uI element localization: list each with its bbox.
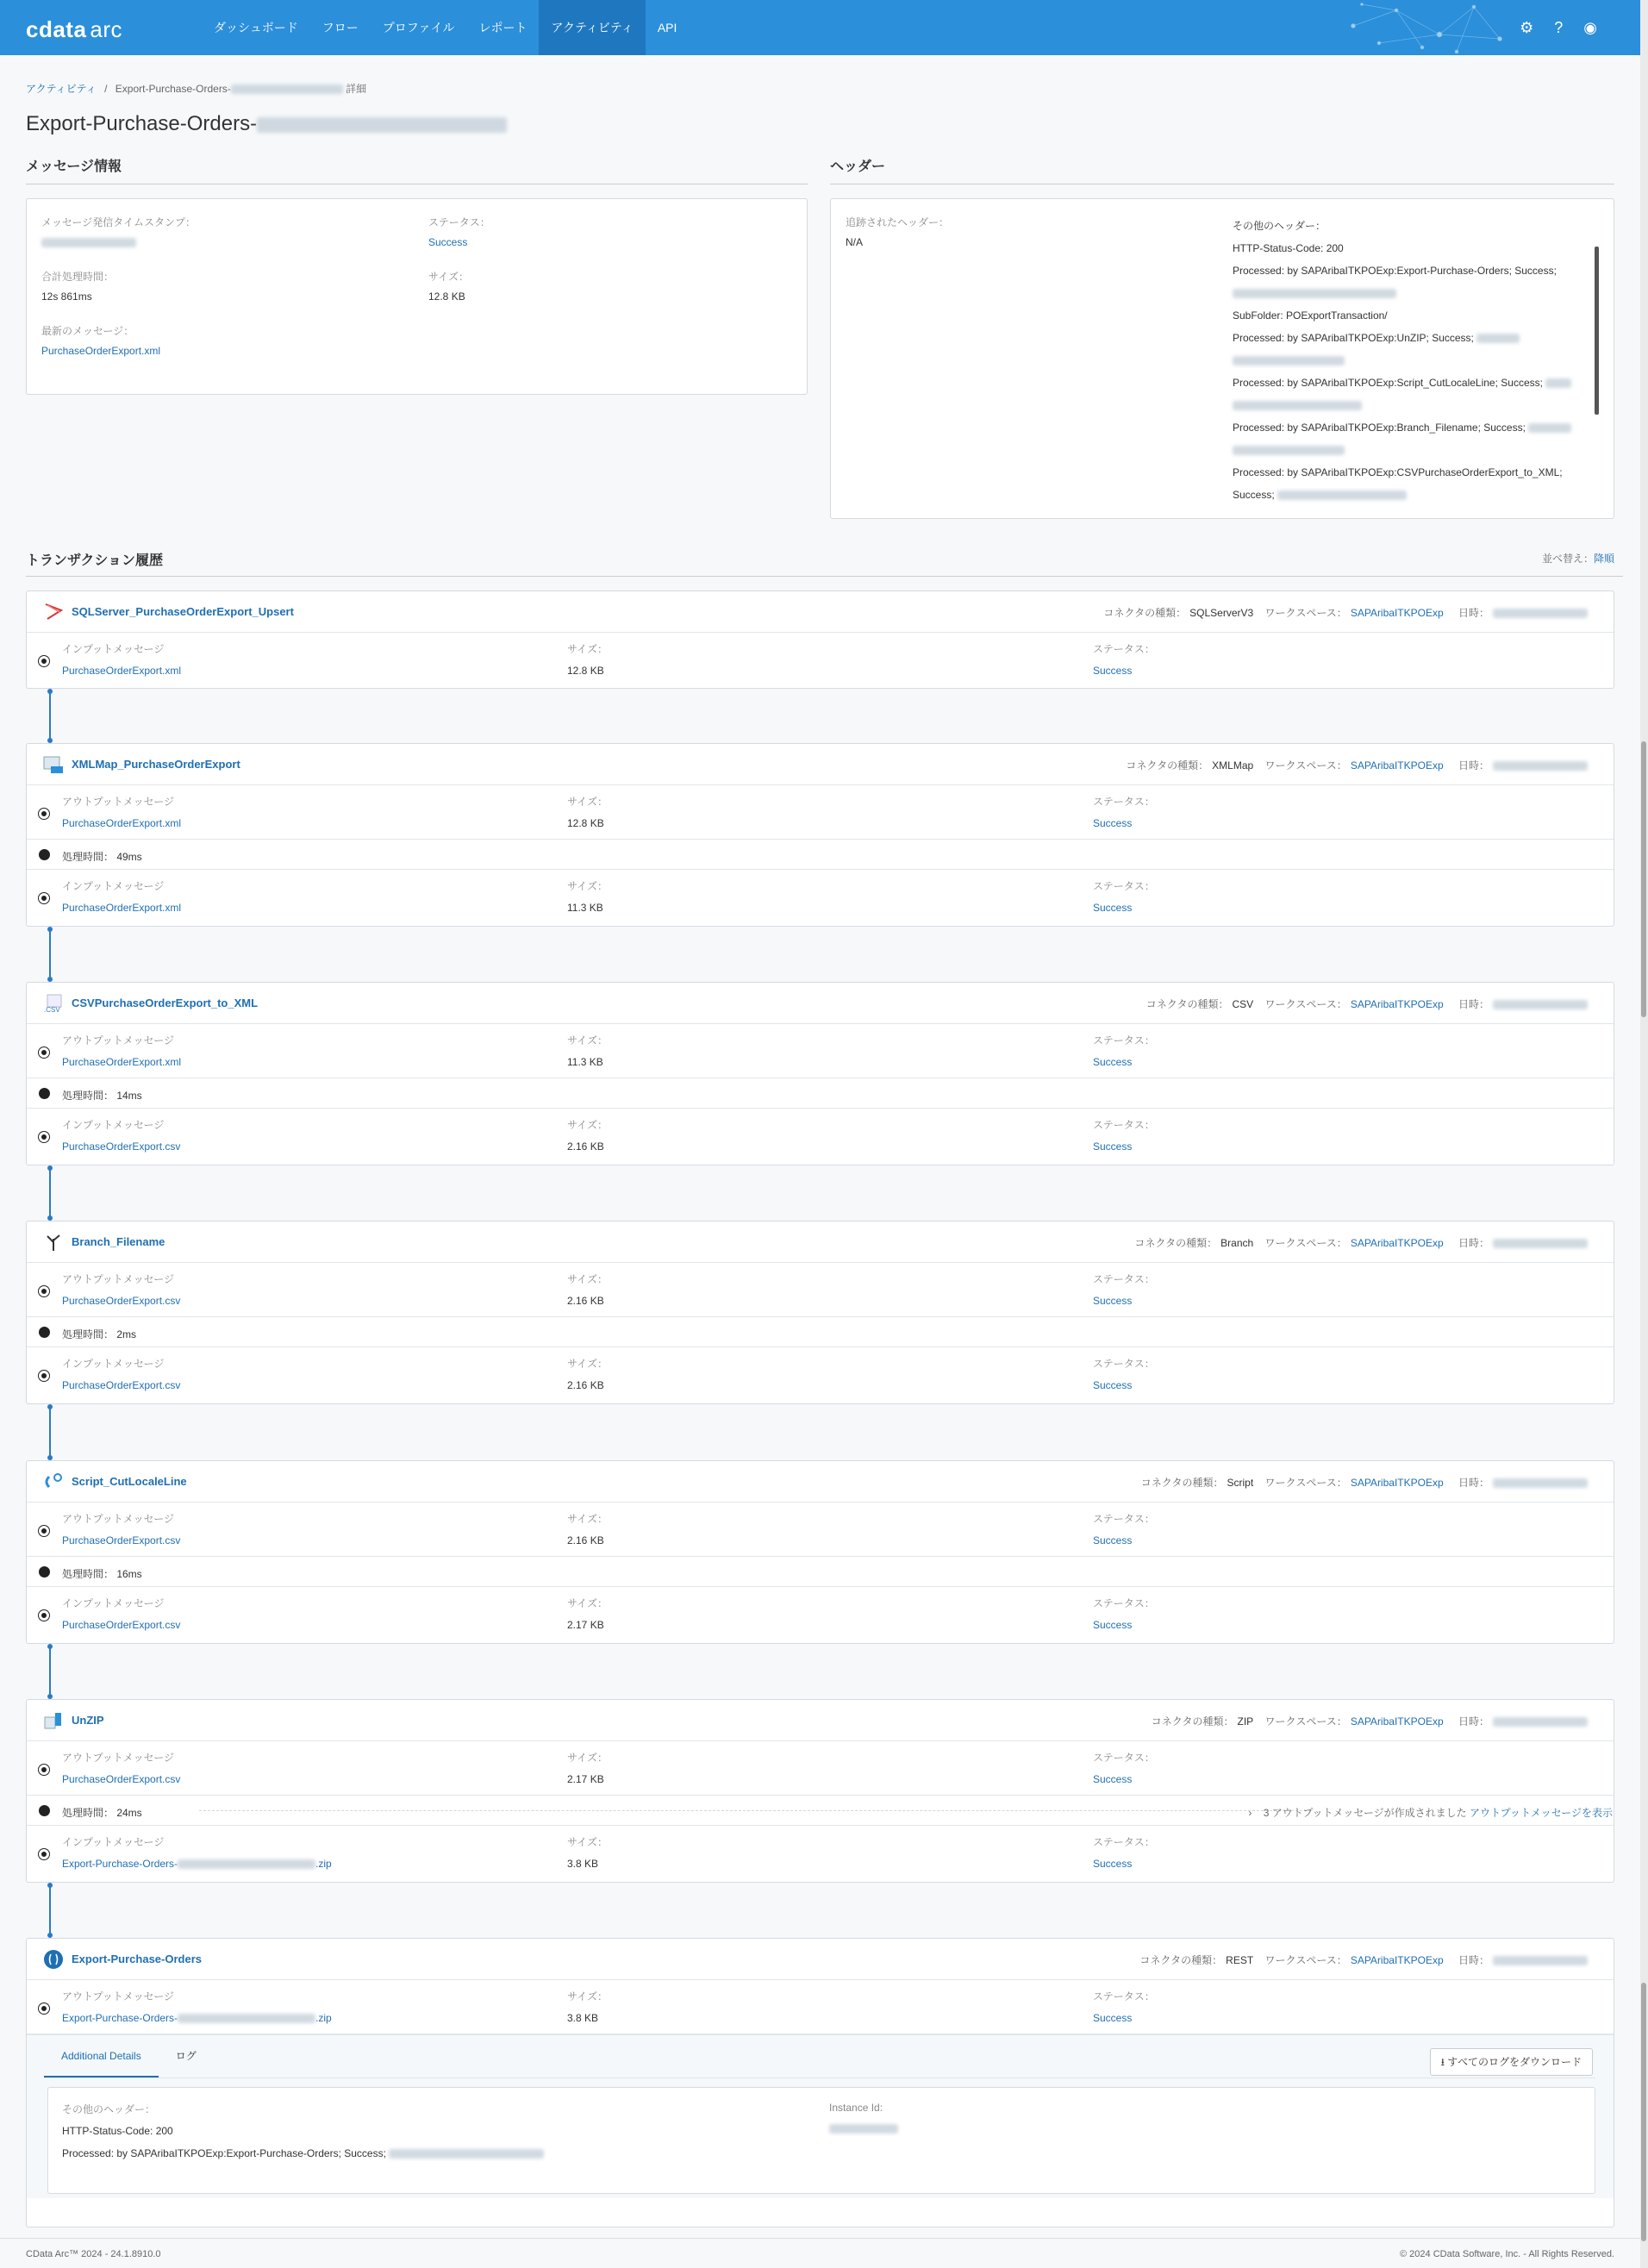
connector-type: CSV [1232,998,1254,1010]
output-message-row[interactable] [27,1980,1614,2034]
message-kind-label: インプットメッセージ [62,880,165,892]
message-size: 2.16 KB [567,1295,604,1307]
output-message-dot-icon [39,1526,49,1536]
nav-reports[interactable]: レポート [478,21,527,34]
message-kind-label: アウトプットメッセージ [62,1513,174,1525]
connector-name-link[interactable]: XMLMap_PurchaseOrderExport [72,758,240,771]
message-status: Success [1093,1773,1133,1785]
connector-name-link[interactable]: Script_CutLocaleLine [72,1475,187,1488]
input-message-row[interactable] [27,1347,1614,1402]
other-headers-list [1233,215,1582,506]
message-size: 3.8 KB [567,1858,599,1870]
footer-version: CData Arc™ 2024 - 24.1.8910.0 [26,2249,161,2259]
output-message-dot-icon [39,1286,49,1296]
status-label: ステータス： [1093,643,1155,655]
message-file-link[interactable]: PurchaseOrderExport.csv [62,1619,181,1631]
status-label: ステータス： [1093,1273,1155,1285]
connector-card [26,1221,1614,1404]
date-label: 日時： [1458,1477,1489,1489]
processing-time: 処理時間： 2ms [62,1328,137,1340]
message-file-link[interactable]: PurchaseOrderExport.csv [62,1379,181,1391]
logo-arc-text: arc [90,16,123,42]
connector-header [27,1461,1614,1503]
status-label: ステータス： [1093,1358,1155,1370]
connector-type: Branch [1220,1237,1254,1249]
status-label: ステータス： [1093,1836,1155,1848]
breadcrumb-activity-link[interactable]: アクティビティ [26,83,97,95]
flow-connector-line [49,929,51,979]
size-label: サイズ： [567,1513,609,1525]
date-label: 日時： [1458,1954,1489,1966]
footer [0,2238,1640,2268]
workspace-link[interactable]: SAPAribaITKPOExp [1350,1715,1444,1728]
status-label: ステータス： [428,216,490,228]
message-status: Success [1093,817,1133,829]
processing-time: 処理時間： 14ms [62,1090,142,1102]
connector-type: XMLMap [1212,759,1254,772]
flow-connector-line [49,1646,51,1696]
message-status: Success [1093,1379,1133,1391]
connector-header [27,1221,1614,1263]
size-label: サイズ： [567,1273,609,1285]
detail-header-line: Processed: by SAPAribaITKPOExp:Export-Purchase-Orders; Success; [62,2147,544,2159]
page-scrollbar[interactable] [1640,0,1648,2268]
workspace-link[interactable]: SAPAribaITKPOExp [1350,1477,1444,1489]
message-status: Success [1093,1619,1133,1631]
input-message-row[interactable] [27,870,1614,924]
message-file-link[interactable]: PurchaseOrderExport.xml [62,902,182,914]
breadcrumb-current: 詳細 [346,83,367,95]
connector-type: Script [1227,1477,1254,1489]
status-label: ステータス： [1093,880,1155,892]
date-label: 日時： [1458,998,1489,1010]
page-title: Export-Purchase-Orders- [26,112,507,136]
size-label: サイズ： [567,1119,609,1131]
workspace-link[interactable]: SAPAribaITKPOExp [1350,1954,1444,1966]
message-size: 11.3 KB [567,902,603,914]
connector-card [26,1938,1614,2227]
connector-card [26,982,1614,1165]
nav-profile[interactable]: プロファイル [382,21,455,34]
connector-meta [1141,1475,1588,1490]
workspace-link[interactable]: SAPAribaITKPOExp [1350,607,1444,619]
size-value: 12.8 KB [428,291,465,303]
download-icon: ⭳ [1440,2056,1445,2068]
workspace-label: ワークスペース： [1264,998,1347,1010]
connector-type: REST [1226,1954,1254,1966]
connector-meta [1152,1714,1588,1728]
message-file-link[interactable]: PurchaseOrderExport.xml [62,1056,182,1068]
message-size: 12.8 KB [567,817,604,829]
message-info-card [26,198,808,395]
tab-additional-details[interactable]: Additional Details [44,2035,159,2077]
message-size: 2.16 KB [567,1140,604,1153]
output-message-dot-icon [39,2003,49,2014]
nav-activity[interactable]: アクティビティ [539,0,645,55]
workspace-label: ワークスペース： [1264,759,1347,772]
connector-header [27,591,1614,633]
csv-icon [42,993,65,1014]
nav-dashboard[interactable]: ダッシュボード [214,21,298,34]
connector-name-link[interactable]: Branch_Filename [72,1235,165,1248]
input-message-row[interactable] [27,1587,1614,1641]
input-message-dot-icon [39,1132,49,1142]
message-info-title: メッセージ情報 [26,155,808,184]
message-status: Success [1093,1295,1133,1307]
size-label: サイズ： [567,1034,609,1047]
details-tabs [44,2035,1595,2078]
connector-meta [1103,605,1588,620]
processing-time: 処理時間： 16ms [62,1568,142,1580]
message-size: 3.8 KB [567,2012,599,2024]
sort-label: 並べ替え： [1541,553,1594,565]
tab-log[interactable]: ログ [175,2050,197,2062]
workspace-label: ワークスペース： [1264,1477,1347,1489]
message-file-link[interactable]: PurchaseOrderExport.csv [62,1534,181,1546]
size-label: サイズ： [567,796,609,808]
flow-connector-line [49,691,51,740]
clock-icon [39,849,50,860]
connector-meta [1146,997,1588,1011]
connector-card [26,590,1614,689]
input-message-row[interactable] [27,1826,1614,1880]
tracked-headers-value: N/A [846,236,864,248]
message-file-link[interactable]: PurchaseOrderExport.csv [62,1773,181,1785]
message-kind-label: インプットメッセージ [62,1597,165,1609]
headers-scrollbar[interactable] [1595,247,1599,415]
status-label: ステータス： [1093,1034,1155,1047]
top-navbar [0,0,1640,55]
connector-type: SQLServerV3 [1189,607,1254,619]
nav-flows[interactable]: フロー [321,21,359,34]
user-icon[interactable]: ◉ [1583,18,1597,36]
flow-connector-line [49,1407,51,1458]
header-line: Processed: by SAPAribaITKPOExp:Branch_Filename; Success; [1233,422,1526,434]
input-message-row[interactable] [27,1109,1614,1163]
workspace-link[interactable]: SAPAribaITKPOExp [1350,759,1444,772]
headers-title: ヘッダー [830,155,1614,184]
timestamp-label: メッセージ発信タイムスタンプ： [41,216,197,228]
connector-meta [1139,1952,1588,1967]
breadcrumb-separator: / [104,83,108,95]
header-line: Processed: by SAPAribaITKPOExp:Export-Purchase-Orders; Success; [1233,265,1557,277]
details-panel [27,2034,1614,2198]
message-file-link[interactable]: PurchaseOrderExport.csv [62,1140,181,1153]
message-kind-label: インプットメッセージ [62,1358,165,1370]
input-message-dot-icon [39,1371,49,1381]
message-kind-label: アウトプットメッセージ [62,796,174,808]
message-kind-label: アウトプットメッセージ [62,1752,174,1764]
clock-icon [39,1088,50,1099]
detail-header-line: HTTP-Status-Code: 200 [62,2125,173,2137]
clock-icon [39,1566,50,1578]
connector-name-link[interactable]: Export-Purchase-Orders [72,1952,202,1965]
transaction-history-title: トランザクション履歴 [26,553,164,568]
footer-copyright: © 2024 CData Software, Inc. - All Rights Reserved. [1400,2249,1614,2259]
total-time-label: 合計処理時間： [41,271,115,283]
tracked-headers-label: 追跡されたヘッダー： [846,216,950,228]
size-label: サイズ： [567,1990,609,2002]
breadcrumb-message-name: Export-Purchase-Orders- [115,83,231,95]
connector-card [26,1699,1614,1883]
message-size: 12.8 KB [567,665,604,677]
branch-icon [42,1232,65,1253]
script-icon [42,1471,65,1492]
connector-header [27,983,1614,1024]
message-status: Success [1093,665,1133,677]
size-label: サイズ： [567,1597,609,1609]
header-line: Processed: by SAPAribaITKPOExp:Script_CutLocaleLine; Success; [1233,377,1543,389]
header-line: SubFolder: POExportTransaction/ [1233,309,1388,322]
connector-card [26,1460,1614,1644]
size-label: サイズ： [567,880,609,892]
connector-meta [1134,1235,1588,1250]
message-size: 11.3 KB [567,1056,603,1068]
message-kind-label: インプットメッセージ [62,1119,165,1131]
status-label: ステータス： [1093,796,1155,808]
input-message-row[interactable] [27,633,1614,687]
message-file-link[interactable]: PurchaseOrderExport.csv [62,1295,181,1307]
header-line: Processed: by SAPAribaITKPOExp:UnZIP; Success; [1233,332,1474,344]
input-message-dot-icon [39,656,49,666]
rest-icon [42,1949,65,1970]
message-status: Success [1093,1140,1133,1153]
connector-name-link[interactable]: SQLServer_PurchaseOrderExport_Upsert [72,605,294,618]
status-value: Success [428,236,468,248]
sort-control [1542,551,1614,565]
connector-name-link[interactable]: CSVPurchaseOrderExport_to_XML [72,997,259,1009]
network-decoration [1345,0,1508,55]
status-label: ステータス： [1093,1513,1155,1525]
clock-icon [39,1805,50,1816]
flow-connector-line [49,1885,51,1935]
workspace-label: ワークスペース： [1264,1954,1347,1966]
message-kind-label: インプットメッセージ [62,643,165,655]
latest-message-label: 最新のメッセージ： [41,325,134,337]
workspace-label: ワークスペース： [1264,607,1347,619]
connector-card [26,743,1614,927]
message-size: 2.17 KB [567,1619,604,1631]
message-kind-label: アウトプットメッセージ [62,1990,174,2002]
connector-header [27,1939,1614,1980]
processing-time: 処理時間： 24ms [62,1807,142,1819]
message-file-link[interactable]: PurchaseOrderExport.xml [62,817,182,829]
size-label: サイズ： [567,1836,609,1848]
transaction-history-header [26,549,1614,569]
connector-type-label: コネクタの種類： [1140,1477,1224,1489]
workspace-label: ワークスペース： [1264,1237,1347,1249]
date-label: 日時： [1458,1715,1489,1728]
connector-type-label: コネクタの種類： [1126,759,1209,772]
connector-type-label: コネクタの種類： [1139,1954,1223,1966]
message-kind-label: インプットメッセージ [62,1836,165,1848]
zip-icon [42,1710,65,1731]
breadcrumb [26,81,366,96]
nav-api[interactable]: API [657,21,677,34]
clock-icon [39,1327,50,1338]
message-status: Success [1093,1534,1133,1546]
additional-details-card [47,2087,1595,2194]
input-message-dot-icon [39,1610,49,1621]
connector-header [27,744,1614,785]
connector-type: ZIP [1237,1715,1254,1728]
instance-id-label: Instance Id: [829,2102,883,2114]
message-size: 2.16 KB [567,1379,604,1391]
output-message-row[interactable] [27,785,1614,840]
nav-menu [202,0,689,55]
workspace-label: ワークスペース： [1264,1715,1347,1728]
headers-card [830,198,1614,519]
processing-time-row [27,1557,1614,1587]
xmlmap-icon [42,754,65,775]
connector-meta [1126,758,1588,772]
workspace-link[interactable]: SAPAribaITKPOExp [1350,998,1444,1010]
size-label: サイズ： [428,271,470,283]
size-label: サイズ： [567,1752,609,1764]
status-label: ステータス： [1093,1119,1155,1131]
cdata-arc-logo[interactable] [26,16,122,43]
status-label: ステータス： [1093,1597,1155,1609]
message-status: Success [1093,2012,1133,2024]
message-size: 2.16 KB [567,1534,604,1546]
header-line: Processed: by SAPAribaITKPOExp:CSVPurchaseOrderExport_to_XML; [1233,466,1563,478]
size-label: サイズ： [567,1358,609,1370]
latest-message-link[interactable]: PurchaseOrderExport.xml [41,345,161,357]
output-message-row[interactable] [27,1024,1614,1078]
download-all-logs-button[interactable]: ⭳ すべてのログをダウンロード [1430,2048,1593,2076]
connector-header [27,1700,1614,1741]
connector-type-label: コネクタの種類： [1134,1237,1218,1249]
output-message-row[interactable] [27,1263,1614,1317]
message-status: Success [1093,902,1133,914]
message-status: Success [1093,1056,1133,1068]
message-file-link[interactable]: Export-Purchase-Orders- .zip [62,1858,332,1870]
sqlserver-icon [42,602,65,622]
processing-time-row [27,1078,1614,1109]
connector-type-label: コネクタの種類： [1103,607,1187,619]
svg-text:.CSV: .CSV [44,1006,60,1014]
help-icon[interactable]: ? [1554,18,1564,36]
other-headers-label: その他のヘッダー： [1233,220,1327,232]
output-message-dot-icon [39,1047,49,1058]
status-label: ステータス： [1093,1990,1155,2002]
processing-time-row [27,1796,1614,1826]
other-headers-label: その他のヘッダー： [62,2103,156,2115]
connector-name-link[interactable]: UnZIP [72,1714,104,1727]
message-file-link[interactable]: Export-Purchase-Orders- .zip [62,2012,332,2024]
total-time-value: 12s 861ms [41,291,92,303]
header-line: Success; [1233,489,1275,501]
input-message-dot-icon [39,893,49,903]
connector-type-label: コネクタの種類： [1151,1715,1234,1728]
date-label: 日時： [1458,759,1489,772]
status-label: ステータス： [1093,1752,1155,1764]
processing-time-row [27,840,1614,870]
output-message-dot-icon [39,1765,49,1775]
date-label: 日時： [1458,1237,1489,1249]
processing-time: 処理時間： 49ms [62,851,142,863]
message-status: Success [1093,1858,1133,1870]
processing-time-row [27,1317,1614,1347]
date-label: 日時： [1458,607,1489,619]
workspace-link[interactable]: SAPAribaITKPOExp [1350,1237,1444,1249]
input-message-dot-icon [39,1849,49,1859]
output-message-row[interactable] [27,1741,1614,1796]
connector-type-label: コネクタの種類： [1145,998,1229,1010]
message-size: 2.17 KB [567,1773,604,1785]
message-kind-label: アウトプットメッセージ [62,1273,174,1285]
show-output-messages-link[interactable]: アウトプットメッセージを表示 [1470,1807,1613,1819]
size-label: サイズ： [567,643,609,655]
output-message-row[interactable] [27,1503,1614,1557]
output-count-text: › 3 アウトプットメッセージが作成されました [1248,1807,1467,1819]
flow-connector-line [49,1168,51,1218]
logo-text: cdata [26,16,87,42]
output-message-dot-icon [39,809,49,819]
message-kind-label: アウトプットメッセージ [62,1034,174,1047]
header-line: HTTP-Status-Code: 200 [1233,242,1344,254]
gear-icon[interactable]: ⚙ [1520,18,1534,36]
sort-order-link[interactable]: 降順 [1593,553,1614,565]
message-file-link[interactable]: PurchaseOrderExport.xml [62,665,182,677]
